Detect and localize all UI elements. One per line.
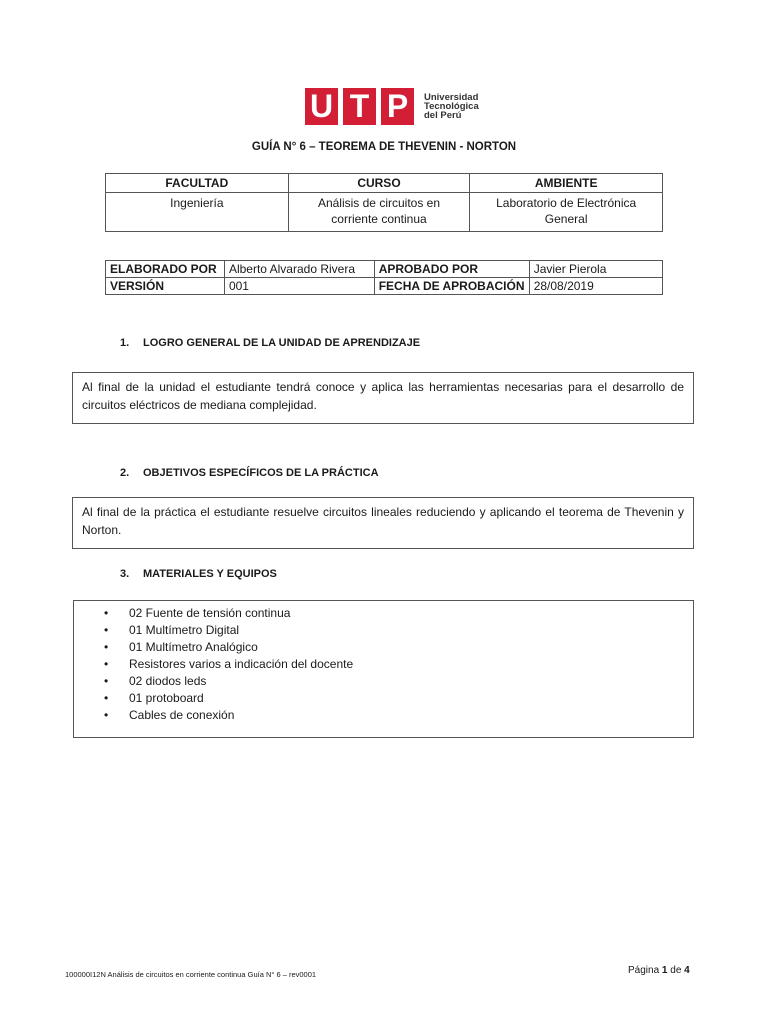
- bullet-icon: •: [104, 708, 109, 722]
- value-ambiente: Laboratorio de Electrónica General: [470, 193, 663, 232]
- version-value: 001: [224, 278, 374, 295]
- page-current: 1: [661, 965, 668, 976]
- logo-text-line: del Perú: [424, 110, 462, 121]
- section-title: OBJETIVOS ESPECÍFICOS DE LA PRÁCTICA: [143, 467, 379, 479]
- list-item: [104, 639, 693, 656]
- section-title: MATERIALES Y EQUIPOS: [143, 568, 277, 580]
- list-item: [104, 690, 693, 707]
- section-box-2: [72, 497, 694, 549]
- section-text: Al final de la unidad el estudiante tendrá conoce y aplica las herramientas necesarias para el desarrollo de circuitos eléctricos de mediana complejidad.: [82, 380, 684, 412]
- bullet-icon: •: [104, 606, 109, 620]
- header-facultad: FACULTAD: [106, 174, 289, 193]
- bullet-icon: •: [104, 657, 109, 671]
- elaborado-value: Alberto Alvarado Rivera: [224, 261, 374, 278]
- logo-letters: [305, 88, 414, 125]
- info-table-header-row: [106, 174, 663, 193]
- list-item-text: 01 protoboard: [129, 691, 204, 705]
- section-box-1: [72, 372, 694, 424]
- logo-text-line: Universidad: [424, 92, 479, 103]
- value-curso: Análisis de circuitos en corriente continua: [288, 193, 470, 232]
- list-item-text: 02 Fuente de tensión continua: [129, 606, 291, 620]
- list-item: [104, 673, 693, 690]
- section-text: Al final de la práctica el estudiante resuelve circuitos lineales reduciendo y aplicando el teorema de Thevenin y Norton.: [82, 505, 684, 537]
- section-title: LOGRO GENERAL DE LA UNIDAD DE APRENDIZAJE: [143, 337, 421, 349]
- aprobado-label: APROBADO POR: [374, 261, 529, 278]
- page-indicator: [628, 965, 690, 976]
- info-table: [105, 173, 663, 232]
- list-item-text: Resistores varios a indicación del docente: [129, 657, 354, 671]
- materials-list: [104, 605, 693, 724]
- section-number: 2.: [120, 467, 130, 479]
- meta-table-row: [106, 261, 663, 278]
- bullet-icon: •: [104, 640, 109, 654]
- section-number: 1.: [120, 337, 130, 349]
- meta-table-row: [106, 278, 663, 295]
- section-heading-3: [120, 568, 277, 580]
- value-facultad: Ingeniería: [106, 193, 289, 232]
- logo-letter-p: P: [381, 88, 414, 125]
- list-item-text: 01 Multímetro Digital: [129, 623, 240, 637]
- fecha-value: 28/08/2019: [529, 278, 662, 295]
- logo-text-line: Tecnológica: [424, 101, 479, 112]
- materials-box: [73, 600, 694, 738]
- list-item: [104, 707, 693, 724]
- header-ambiente: AMBIENTE: [470, 174, 663, 193]
- bullet-icon: •: [104, 691, 109, 705]
- list-item-text: 01 Multímetro Analógico: [129, 640, 258, 654]
- info-table-value-row: [106, 193, 663, 232]
- fecha-label: FECHA DE APROBACIÓN: [374, 278, 529, 295]
- footer-course-code: 100000I12N Análisis de circuitos en corriente continua Guía N° 6 – rev0001: [65, 970, 317, 979]
- page-of: de: [670, 965, 682, 976]
- section-heading-1: [120, 337, 420, 349]
- logo-letter-t: T: [343, 88, 376, 125]
- section-heading-2: [120, 467, 379, 479]
- logo-university-name: [424, 93, 479, 120]
- document-title: GUÍA N° 6 – TEOREMA DE THEVENIN - NORTON: [251, 141, 517, 153]
- elaborado-label: ELABORADO POR: [106, 261, 225, 278]
- logo-letter-u: U: [305, 88, 338, 125]
- header-curso: CURSO: [288, 174, 470, 193]
- list-item: [104, 656, 693, 673]
- section-number: 3.: [120, 568, 130, 580]
- utp-logo: [305, 88, 479, 125]
- meta-table: [105, 260, 663, 295]
- bullet-icon: •: [104, 623, 109, 637]
- list-item: [104, 622, 693, 639]
- bullet-icon: •: [104, 674, 109, 688]
- list-item: [104, 605, 693, 622]
- list-item-text: Cables de conexión: [129, 708, 235, 722]
- page-word: Página: [628, 965, 660, 976]
- list-item-text: 02 diodos leds: [129, 674, 207, 688]
- version-label: VERSIÓN: [106, 278, 225, 295]
- aprobado-value: Javier Pierola: [529, 261, 662, 278]
- page-total: 4: [684, 965, 690, 976]
